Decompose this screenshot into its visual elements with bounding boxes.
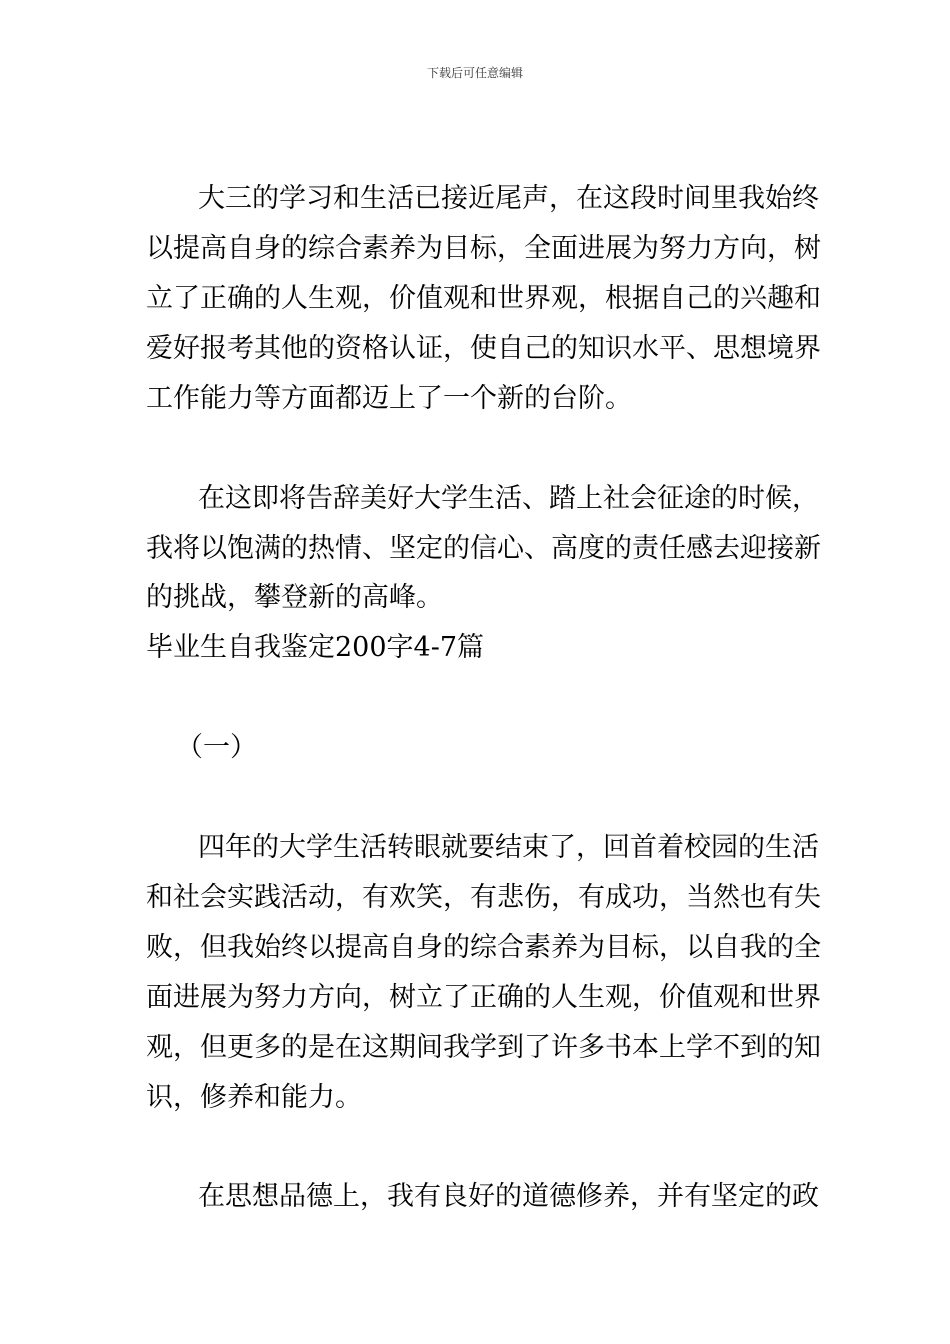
paragraph-line: 以提高自身的综合素养为目标，全面进展为努力方向，树 [146,233,821,264]
paragraph-line: 大三的学习和生活已接近尾声，在这段时间里我始终 [198,183,819,214]
section-title: 毕业生自我鉴定200字4-7篇 [146,632,485,663]
paragraph-line: 面进展为努力方向，树立了正确的人生观，价值观和世界 [146,982,821,1013]
paragraph-line: 败，但我始终以提高自身的综合素养为目标，以自我的全 [146,932,821,963]
paragraph-line: 和社会实践活动，有欢笑，有悲伤，有成功，当然也有失 [146,882,821,913]
paragraph-line: 在思想品德上，我有良好的道德修养，并有坚定的政 [198,1181,819,1212]
section-number: （一） [176,732,257,763]
paragraph-line: 爱好报考其他的资格认证，使自己的知识水平、思想境界 [146,333,821,364]
paragraph-line: 工作能力等方面都迈上了一个新的台阶。 [146,383,632,414]
paragraph-line: 我将以饱满的热情、坚定的信心、高度的责任感去迎接新 [146,533,821,564]
paragraph-line: 观，但更多的是在这期间我学到了许多书本上学不到的知 [146,1032,821,1063]
page-header: 下载后可任意编辑 [426,66,523,80]
paragraph-line: 立了正确的人生观，价值观和世界观，根据自己的兴趣和 [146,283,821,314]
paragraph-line: 的挑战，攀登新的高峰。 [146,582,443,613]
paragraph-line: 在这即将告辞美好大学生活、踏上社会征途的时候， [198,483,819,514]
paragraph-line: 四年的大学生活转眼就要结束了，回首着校园的生活 [198,832,819,863]
paragraph-line: 识，修养和能力。 [146,1082,362,1113]
